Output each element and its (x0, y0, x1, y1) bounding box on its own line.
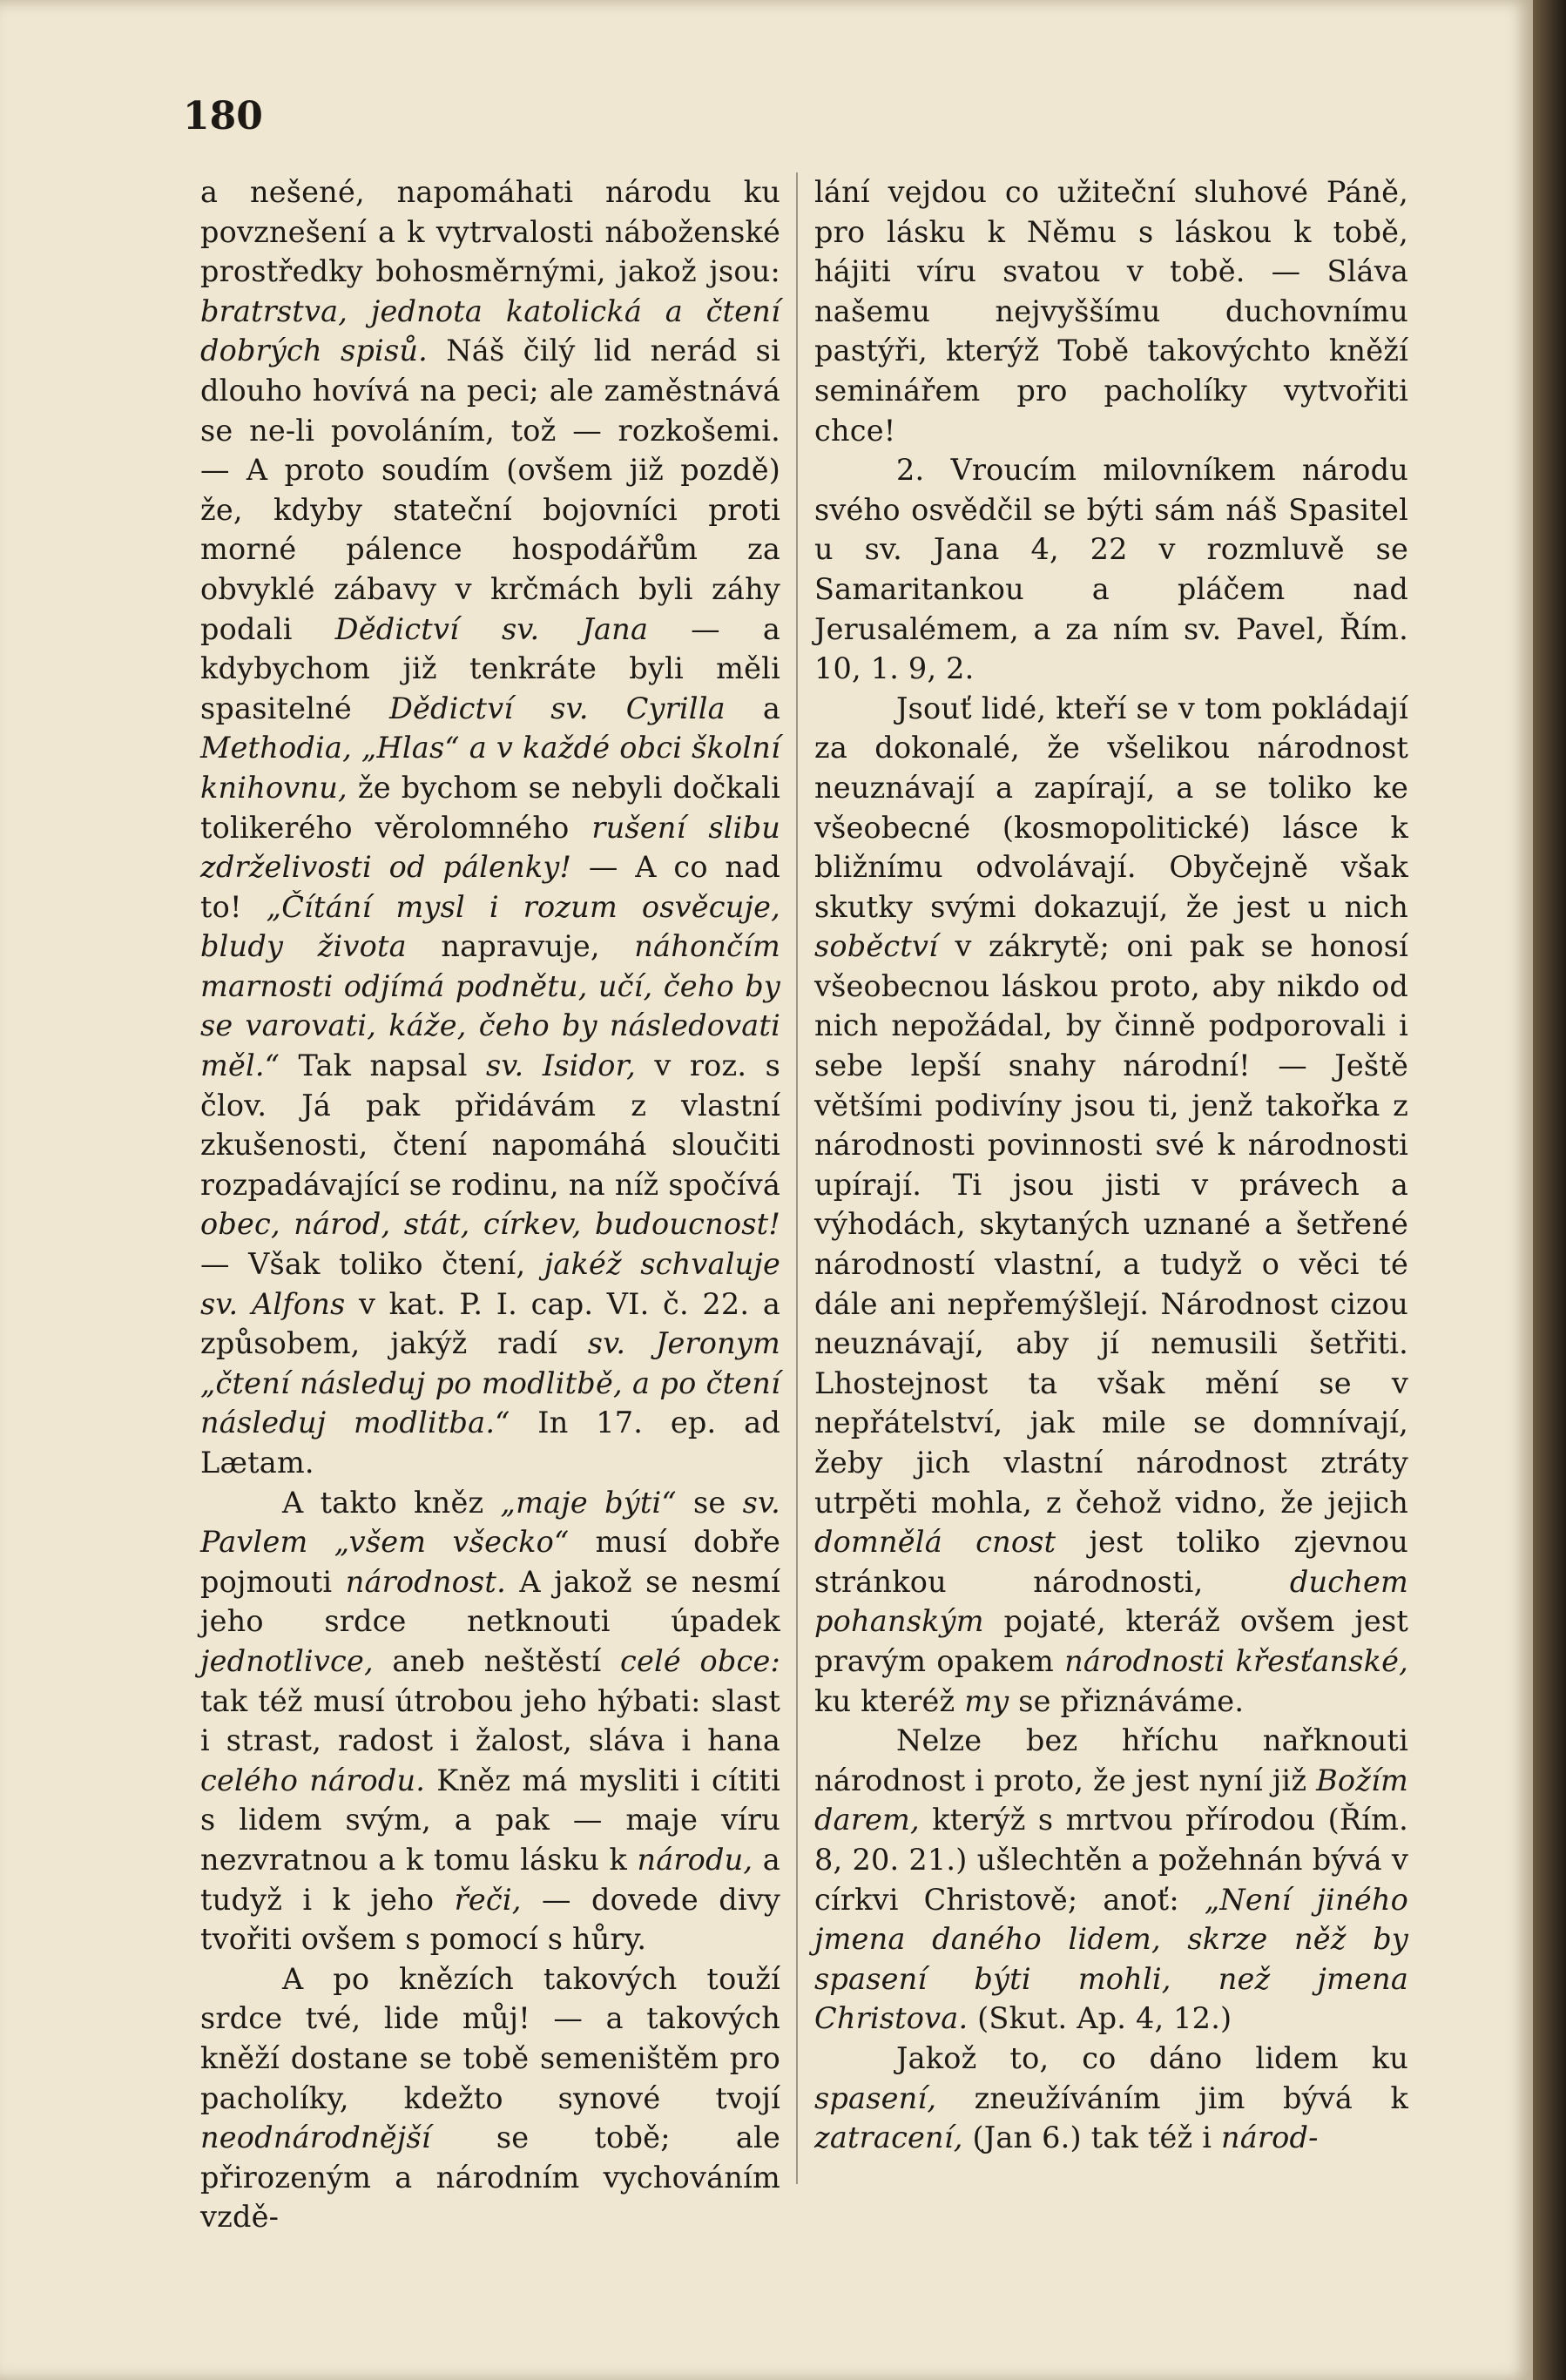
text-run: v roz. s člov. Já pak přidávám z vlastní zkušenosti, čtení napomáhá sloučiti rozpadávající se rodinu, na níž spočívá (200, 1048, 780, 1202)
text-run-italic: národnost. (345, 1564, 506, 1599)
text-run: že bychom se nebyli dočkali tolikerého věrolomného (200, 770, 780, 845)
text-run-italic: spasení, (814, 2080, 937, 2115)
text-run: — Však toliko čtení, (200, 1247, 544, 1282)
text-run-italic: jakéž schvaluje sv. Alfons (200, 1247, 780, 1321)
right-column (814, 172, 1408, 2158)
text-run-italic: jednotlivce, (200, 1643, 374, 1678)
text-run: napravuje, (406, 929, 635, 964)
right-paragraph-3 (814, 689, 1408, 1721)
text-run: a (725, 691, 780, 725)
column-divider (796, 172, 798, 2184)
text-run: A jakož se nesmí jeho srdce netknouti úpadek (200, 1564, 780, 1639)
text-run: lání vejdou co užiteční sluhové Páně, pro lásku k Němu s láskou k tobě, hájiti víru svatou v tobě. — Sláva našemu nejvyššímu duchovnímu pastýři, kterýž Tobě takovýchto kněží seminářem pro pacholíky vytvořiti chce! (814, 175, 1408, 448)
text-run-italic: sv. Pavlem „všem všecko“ (200, 1485, 780, 1560)
text-run: A po knězích takových touží srdce tvé, lide můj! — a takových kněží dostane se tobě semeništěm pro pacholíky, kdežto synové tvojí (200, 1961, 780, 2115)
text-run-italic: domnělá cnost (814, 1525, 1056, 1560)
right-paragraph-2 (814, 450, 1408, 689)
text-run: pojaté, kteráž ovšem jest pravým opakem (814, 1604, 1408, 1678)
left-paragraph-2 (200, 1483, 780, 1959)
text-run-italic: zatracení, (814, 2120, 963, 2155)
text-run-italic: Methodia, „Hlas“ a v každé obci školní knihovnu, (200, 731, 780, 805)
text-run-italic: „Čítání mysl i rozum osvěcuje, bludy života (200, 889, 780, 964)
text-run-italic: obec, národ, stát, církev, budoucnost! (200, 1207, 780, 1242)
right-paragraph-4 (814, 1721, 1408, 2039)
text-run-italic: bratrstva, jednota katolická a čtení dobrých spisů. (200, 293, 780, 368)
text-run: In 17. ep. ad Lætam. (200, 1406, 780, 1480)
text-run-italic: neodnárodnější (200, 2120, 431, 2155)
text-run-italic: Dědictví sv. Jana (334, 611, 649, 646)
text-run: Nelze bez hříchu nařknouti národnost i proto, že jest nyní již (814, 1723, 1408, 1797)
page-number: 180 (183, 94, 263, 138)
text-run: Jsouť lidé, kteří se v tom pokládají za dokonalé, že všelikou národnost neuznávají a zapírají, a se toliko ke všeobecné (kosmopolitické) lásce k bližnímu odvolávají. Obyčejně však skutky svými dokazují, že jest u nich (814, 691, 1408, 924)
text-run: a nešené, napomáhati národu ku povznešení a k vytrvalosti náboženské prostředky bohosměrnými, jakož jsou: (200, 175, 780, 289)
text-run-italic: rušení slibu zdrželivosti od pálenky! (200, 810, 780, 885)
book-spine (1533, 0, 1566, 2380)
text-run-italic: náhončím marnosti odjímá podnětu, učí, čeho by se varovati, káže, čeho by následovati měl.“ (200, 929, 780, 1083)
text-run: se přiznáváme. (1009, 1683, 1245, 1718)
text-run: ku kteréž (814, 1683, 965, 1718)
text-run-italic: duchem pohanským (814, 1564, 1408, 1639)
text-run-italic: „Není jiného jmena daného lidem, skrze něž by spasení býti mohli, než jmena Christova. (814, 1882, 1409, 2036)
text-run: musí dobře pojmouti (200, 1525, 780, 1599)
text-run: (Skut. Ap. 4, 12.) (968, 2001, 1232, 2036)
left-paragraph-1 (200, 172, 780, 1483)
text-run: Jakož to, co dáno lidem ku (896, 2040, 1408, 2075)
text-run: aneb neštěstí (373, 1643, 621, 1678)
right-paragraph-1 (814, 172, 1408, 450)
text-run: se (676, 1485, 743, 1520)
text-run-italic: národu, (637, 1842, 753, 1877)
text-run: a tudyž i k jeho (200, 1842, 780, 1917)
left-paragraph-3 (200, 1959, 780, 2237)
text-run-italic: my (964, 1683, 1009, 1718)
text-run-italic: řeči, (454, 1882, 522, 1917)
text-run: jest toliko zjevnou stránkou národnosti, (814, 1525, 1408, 1599)
text-run: v zákrytě; oni pak se honosí všeobecnou láskou proto, aby nikdo od nich nepožádal, by činně podporovali i sebe lepší snahy národní! — Ještě většími podivíny jsou ti, jenž takořka z národnosti povinnosti své k národnosti upírají. Ti jsou jisti v právech a výhodách, skytaných uznané a šetřené národností vlastní, a tudyž o věci té dále ani nepřemýšlejí. Národnost cizou neuznávají, aby jí nemusili šetřiti. Lhostejnost ta však mění se v nepřátelství, jak mile se domnívají, žeby jich vlastní národnost ztráty utrpěti mohla, z čehož vidno, že jejich (814, 929, 1408, 1520)
left-column (200, 172, 780, 2237)
text-run-italic: sv. Jeronym „čtení následuj po modlitbě, a po čtení následuj modlitba.“ (200, 1326, 780, 1440)
right-paragraph-5 (814, 2039, 1408, 2158)
text-run-italic: soběctví (814, 929, 939, 964)
text-run: kterýž s mrtvou přírodou (Řím. 8, 20. 21.) ušlechtěn a požehnán bývá v církvi Christově; anoť: (814, 1803, 1408, 1917)
text-run: tak též musí útrobou jeho hýbati: slast i strast, radost i žalost, sláva i hana (200, 1683, 780, 1758)
text-run-italic: sv. Isidor, (486, 1048, 636, 1083)
text-run: se tobě; ale přirozeným a národním vychováním vzdě- (200, 2120, 780, 2235)
text-run: A takto kněz (282, 1485, 501, 1520)
text-run: (Jan 6.) tak též i (962, 2120, 1221, 2155)
text-run: — A co nad to! (200, 850, 780, 924)
text-run: — a kdybychom již tenkráte byli měli spasitelné (200, 611, 780, 725)
text-run-italic: celého národu. (200, 1763, 426, 1797)
text-run-italic: národnosti křesťanské, (1064, 1643, 1408, 1678)
text-run: — dovede divy tvořiti ovšem s pomocí s hůry. (200, 1882, 781, 1957)
text-run: v kat. P. I. cap. VI. č. 22. a způsobem, jakýž radí (200, 1286, 780, 1361)
text-run-italic: celé obce: (620, 1643, 780, 1678)
text-run: Kněz má mysliti i cítiti s lidem svým, a pak — maje víru nezvratnou a k tomu lásku k (200, 1763, 781, 1877)
text-run: 2. Vroucím milovníkem národu svého osvědčil se býti sám náš Spasitel u sv. Jana 4, 22 v rozmluvě se Samaritankou a pláčem nad Jerusalémem, a za ním sv. Pavel, Řím. 10, 1. 9, 2. (814, 453, 1408, 686)
text-run: Náš čilý lid nerád si dlouho hovívá na peci; ale zaměstnává se ne-li povoláním, tož — rozkošemi. — A proto soudím (ovšem již pozdě) že, kdyby stateční bojovníci proti morné pálence hospodářům za obvyklé zábavy v krčmách byli záhy podali (200, 334, 780, 646)
text-run-italic: Dědictví sv. Cyrilla (388, 691, 726, 725)
text-run-italic: „maje býti“ (500, 1485, 677, 1520)
text-run: Tak napsal (280, 1048, 487, 1083)
text-run-italic: národ- (1220, 2120, 1319, 2155)
text-run: zneužíváním jim bývá k (936, 2080, 1408, 2115)
text-run-italic: Božím darem, (814, 1763, 1408, 1837)
